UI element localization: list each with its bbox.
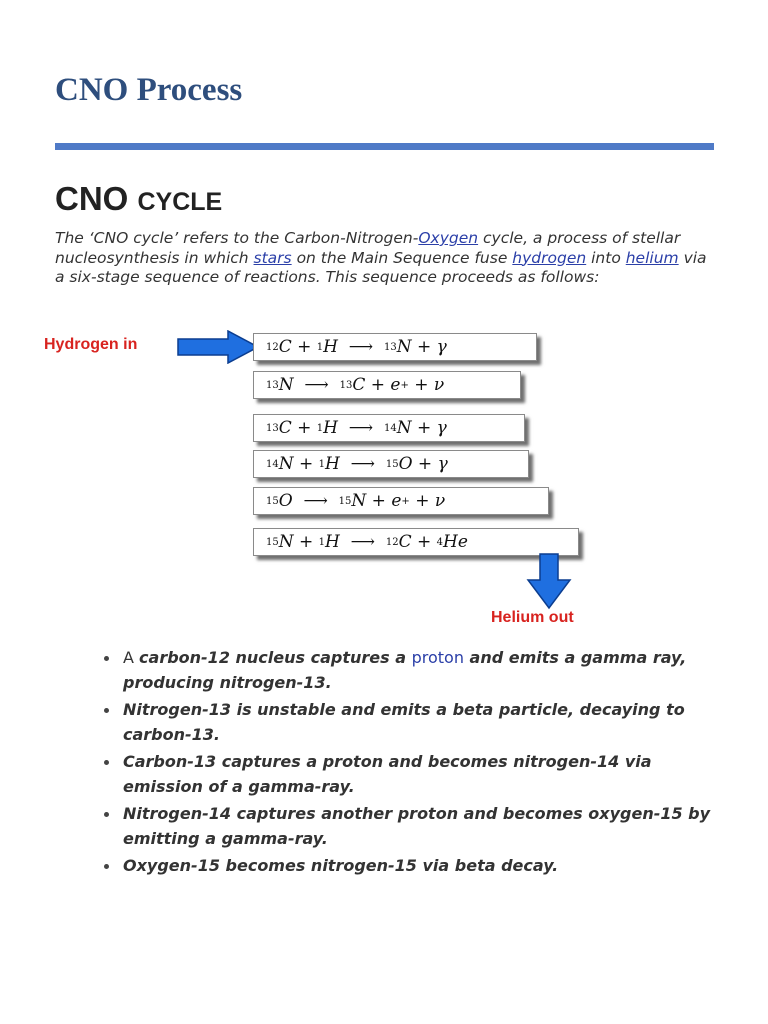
helium-out-label: Helium out xyxy=(491,609,574,626)
isotope-mass-number: 12 xyxy=(385,536,399,548)
equation-term: O + γ xyxy=(398,454,448,474)
isotope-mass-number: + xyxy=(400,379,409,391)
equation-term: N + xyxy=(278,532,319,552)
isotope-mass-number: 1 xyxy=(316,341,324,353)
equation-term: N + xyxy=(278,454,319,474)
bullet-icon xyxy=(104,708,109,713)
reaction-step-4 xyxy=(253,450,529,478)
isotope-mass-number: 15 xyxy=(385,458,399,470)
step-text: Nitrogen-13 is unstable and emits a beta particle, decaying to carbon-13. xyxy=(123,700,685,744)
section-heading xyxy=(55,180,222,218)
bullet-icon xyxy=(104,812,109,817)
isotope-mass-number: 14 xyxy=(383,422,397,434)
list-item xyxy=(104,697,714,747)
equation-term: + ν xyxy=(408,375,445,395)
isotope-mass-number: 13 xyxy=(266,422,279,434)
isotope-mass-number: 13 xyxy=(266,379,279,391)
isotope-mass-number: + xyxy=(401,495,410,507)
equation-term: C + e xyxy=(352,375,401,395)
stars-link[interactable]: stars xyxy=(253,248,292,267)
steps-list xyxy=(104,645,714,880)
proton-link[interactable]: proton xyxy=(411,648,464,667)
isotope-mass-number: 4 xyxy=(436,536,444,548)
equation-term: + ν xyxy=(409,491,446,511)
reaction-step-3 xyxy=(253,414,525,442)
equation-term: C + xyxy=(278,418,317,438)
intro-text: cycle, a process of stellar nucleosynthesis in which xyxy=(55,229,681,267)
equation-term: N + e xyxy=(351,491,402,511)
bullet-icon xyxy=(104,656,109,661)
step-text: and emits a gamma ray, producing nitrogen-13. xyxy=(123,648,687,692)
title-divider xyxy=(55,143,714,150)
isotope-mass-number: 13 xyxy=(339,379,353,391)
intro-text: into xyxy=(586,248,626,267)
step-text: carbon-12 nucleus captures a xyxy=(139,648,412,667)
section-heading-big: CNO xyxy=(55,180,138,217)
reaction-step-2 xyxy=(253,371,521,399)
bullet-icon xyxy=(104,760,109,765)
isotope-mass-number: 15 xyxy=(266,495,279,507)
hydrogen-in-label: Hydrogen in xyxy=(44,336,138,353)
isotope-mass-number: 1 xyxy=(316,422,324,434)
isotope-mass-number: 14 xyxy=(266,458,279,470)
reaction-step-5 xyxy=(253,487,549,515)
step-text: Nitrogen-14 captures another proton and becomes oxygen-15 by emitting a gamma-ray. xyxy=(123,804,711,848)
equation-term: He xyxy=(443,532,468,552)
isotope-mass-number: 1 xyxy=(318,536,326,548)
oxygen-link[interactable]: Oxygen xyxy=(418,229,479,247)
equation-term: N ⟶ xyxy=(278,375,340,395)
equation-term: H ⟶ xyxy=(325,532,386,552)
equation-term: C + xyxy=(278,337,317,357)
reaction-step-1 xyxy=(253,333,537,361)
intro-text: The ‘CNO cycle’ refers to the Carbon-Nitrogen- xyxy=(55,229,419,247)
intro-text: via a six-stage sequence of reactions. This sequence proceeds as follows: xyxy=(55,248,707,286)
equation-term: N + γ xyxy=(396,418,447,438)
helium-out-arrow-icon xyxy=(524,552,574,610)
list-item xyxy=(104,749,714,799)
intro-paragraph xyxy=(55,229,715,288)
equation-term: H ⟶ xyxy=(325,454,386,474)
list-item xyxy=(104,853,714,878)
isotope-mass-number: 12 xyxy=(266,341,279,353)
equation-term: O ⟶ xyxy=(278,491,339,511)
hydrogen-link[interactable]: hydrogen xyxy=(512,248,587,267)
isotope-mass-number: 15 xyxy=(338,495,352,507)
page-title: CNO Process xyxy=(55,72,243,108)
equation-term: N + γ xyxy=(396,337,447,357)
isotope-mass-number: 15 xyxy=(266,536,279,548)
equation-term: H ⟶ xyxy=(323,418,384,438)
bullet-icon xyxy=(104,864,109,869)
isotope-mass-number: 1 xyxy=(318,458,326,470)
hydrogen-in-arrow-icon xyxy=(176,330,260,364)
step-lead: A xyxy=(123,648,140,667)
step-text: Carbon-13 captures a proton and becomes nitrogen-14 via emission of a gamma-ray. xyxy=(123,752,652,796)
intro-text: on the Main Sequence fuse xyxy=(291,248,513,267)
equation-term: C + xyxy=(398,532,437,552)
list-item xyxy=(104,801,714,851)
step-text: Oxygen-15 becomes nitrogen-15 via beta decay. xyxy=(123,856,559,875)
list-item xyxy=(104,645,714,695)
equation-term: H ⟶ xyxy=(323,337,384,357)
isotope-mass-number: 13 xyxy=(383,341,397,353)
helium-link[interactable]: helium xyxy=(625,248,679,267)
section-heading-small: CYCLE xyxy=(137,188,223,216)
